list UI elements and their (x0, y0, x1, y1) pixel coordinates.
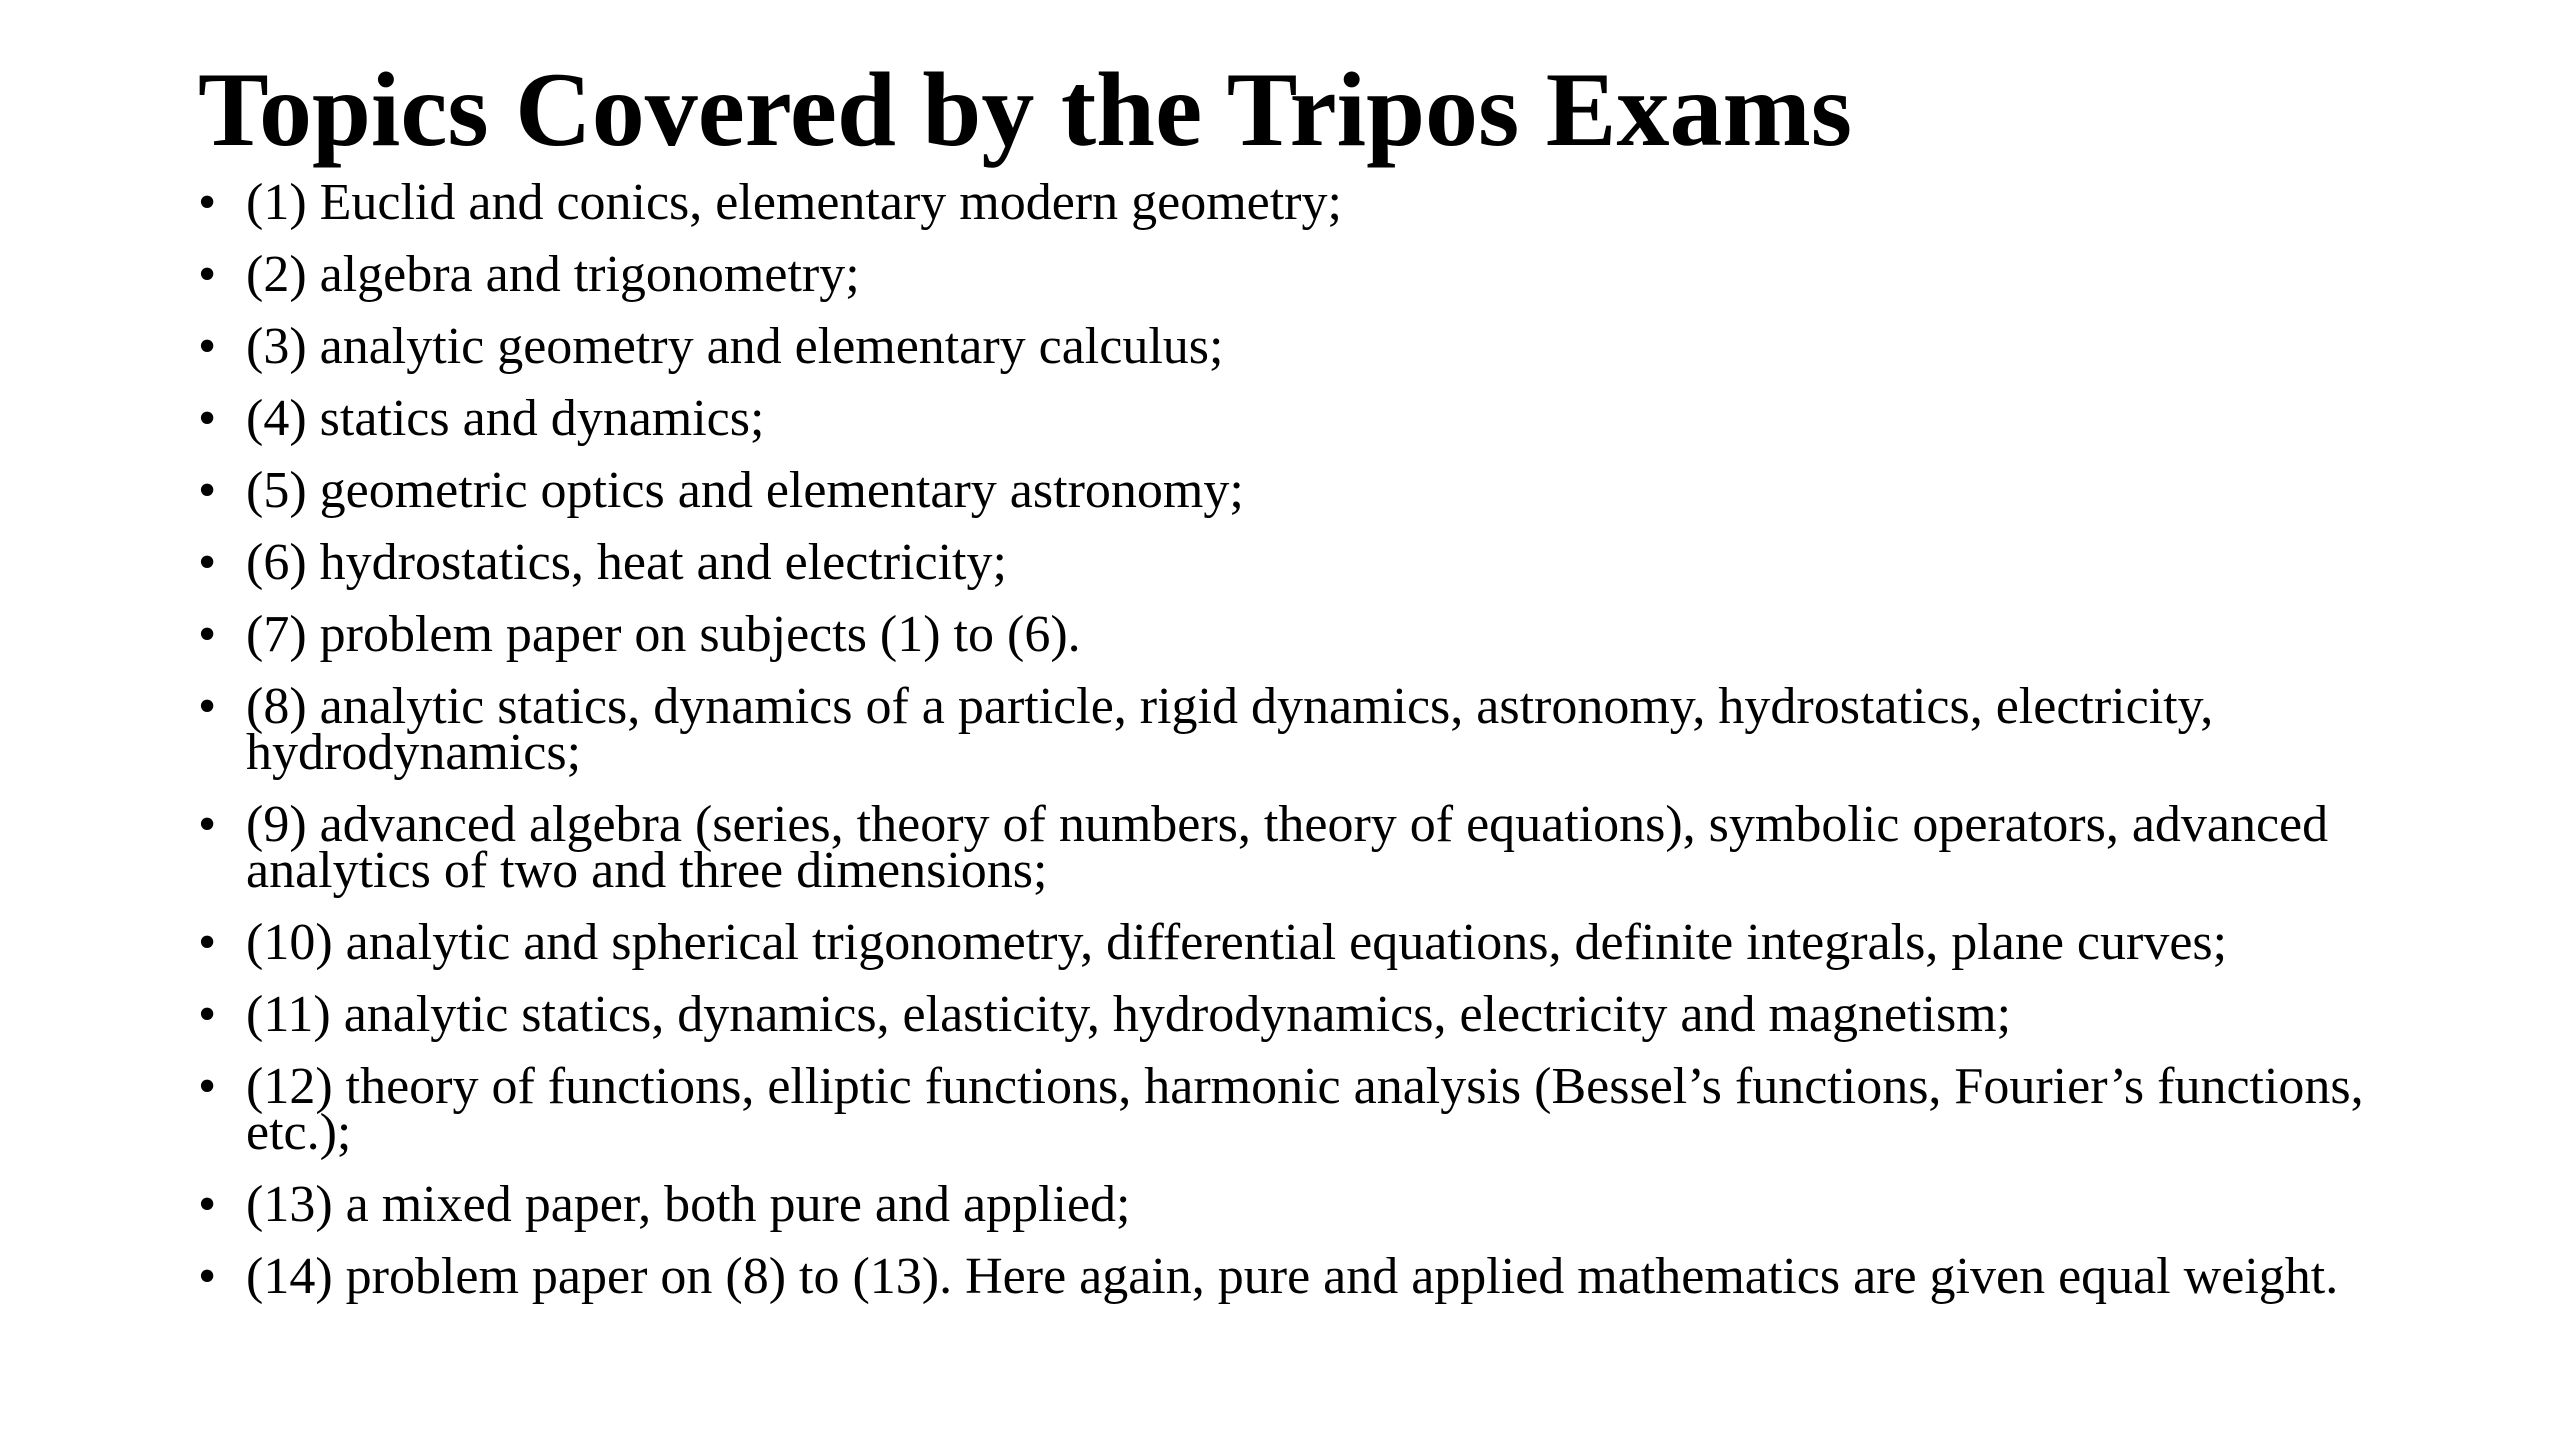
list-item (198, 1058, 2418, 1161)
list-item-text: (1) Euclid and conics, elementary modern geometry; (246, 174, 1342, 231)
list-item-text: (5) geometric optics and elementary astronomy; (246, 462, 1244, 519)
list-item-text: (3) analytic geometry and elementary calculus; (246, 318, 1224, 375)
list-item (198, 1176, 2418, 1233)
bullet-icon: • (198, 318, 217, 375)
list-item (198, 1248, 2418, 1305)
list-item-text: (8) analytic statics, dynamics of a particle, rigid dynamics, astronomy, hydrostatics, electricity, hydrodynamics; (246, 678, 2214, 781)
bullet-icon: • (198, 390, 217, 447)
list-item-text: (2) algebra and trigonometry; (246, 246, 860, 303)
list-item (198, 246, 2418, 303)
bullet-icon: • (198, 174, 217, 231)
topics-list (198, 174, 2418, 1326)
bullet-icon: • (198, 1176, 217, 1233)
list-item (198, 678, 2418, 781)
list-item-text: (14) problem paper on (8) to (13). Here again, pure and applied mathematics are given equal weight. (246, 1248, 2339, 1305)
list-item (198, 318, 2418, 375)
list-item-text: (13) a mixed paper, both pure and applied; (246, 1176, 1131, 1233)
bullet-icon: • (198, 796, 217, 853)
list-item (198, 462, 2418, 519)
list-item (198, 796, 2418, 899)
list-item (198, 174, 2418, 231)
bullet-icon: • (198, 678, 217, 735)
list-item (198, 914, 2418, 971)
bullet-icon: • (198, 534, 217, 591)
bullet-icon: • (198, 1248, 217, 1305)
list-item-text: (11) analytic statics, dynamics, elasticity, hydrodynamics, electricity and magnetism; (246, 986, 2012, 1043)
list-item (198, 534, 2418, 591)
list-item (198, 606, 2418, 663)
list-item-text: (7) problem paper on subjects (1) to (6). (246, 606, 1081, 663)
bullet-icon: • (198, 914, 217, 971)
list-item (198, 986, 2418, 1043)
slide-title: Topics Covered by the Tripos Exams (198, 51, 1853, 168)
list-item-text: (12) theory of functions, elliptic functions, harmonic analysis (Bessel’s functions, Fourier’s functions, etc.); (246, 1058, 2364, 1161)
list-item (198, 390, 2418, 447)
bullet-icon: • (198, 1058, 217, 1115)
bullet-icon: • (198, 986, 217, 1043)
list-item-text: (9) advanced algebra (series, theory of numbers, theory of equations), symbolic operators, advanced analytics of two and three dimensions; (246, 796, 2329, 899)
bullet-icon: • (198, 606, 217, 663)
list-item-text: (4) statics and dynamics; (246, 390, 765, 447)
list-item-text: (10) analytic and spherical trigonometry, differential equations, definite integrals, plane curves; (246, 914, 2228, 971)
bullet-icon: • (198, 462, 217, 519)
list-item-text: (6) hydrostatics, heat and electricity; (246, 534, 1007, 591)
bullet-icon: • (198, 246, 217, 303)
